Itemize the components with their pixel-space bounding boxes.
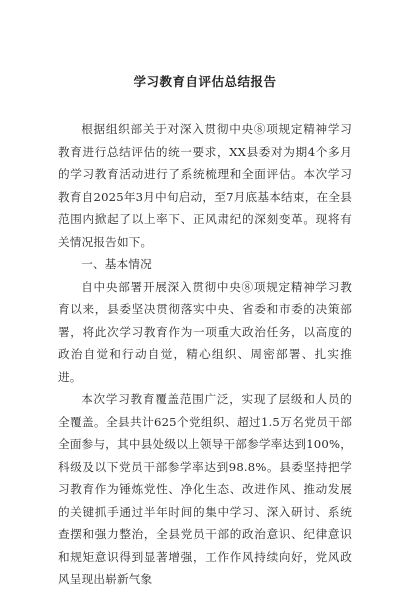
body-paragraph-1: 自中央部署开展深入贯彻中央⑧项规定精神学习教育以来，县委坚决贯彻落实中央、省委和市委的决策部署，将此次学习教育作为一项重大政治任务，以高度的政治自觉和行动自觉，精心组织、周密部署、扎实推进。 <box>58 279 352 384</box>
body-paragraph-2: 本次学习教育覆盖范围广泛，实现了层级和人员的全覆盖。全县共计625个党组织、超过1.5万名党员干部全面参与，其中县处级以上领导干部参学率达到100%，科级及以下党员干部参学率达到98.8%。县委坚持把学习教育作为锤炼党性、净化生态、改进作风、推动发展的关键抓手通过半年时间的集中学习、深入研讨、系统查摆和强力整治，全县党员干部的政治意识、纪律意识和规矩意识得到显著增强，工作作风持续向好，党风政风呈现出崭新气象 <box>58 392 352 586</box>
intro-paragraph: 根据组织部关于对深入贯彻中央⑧项规定精神学习教育进行总结评估的统一要求，XX县委对为期4个多月的学习教育活动进行了系统梳理和全面评估。本次学习教育自2025年3月中旬启动，至7月底基本结束，在全县范围内掀起了以上率下、正风肃纪的深刻变革。现将有关情况报告如下。 <box>58 122 352 249</box>
section-heading-basic-situation: 一、基本情况 <box>81 257 152 271</box>
document-title: 学习教育自评估总结报告 <box>133 74 277 89</box>
